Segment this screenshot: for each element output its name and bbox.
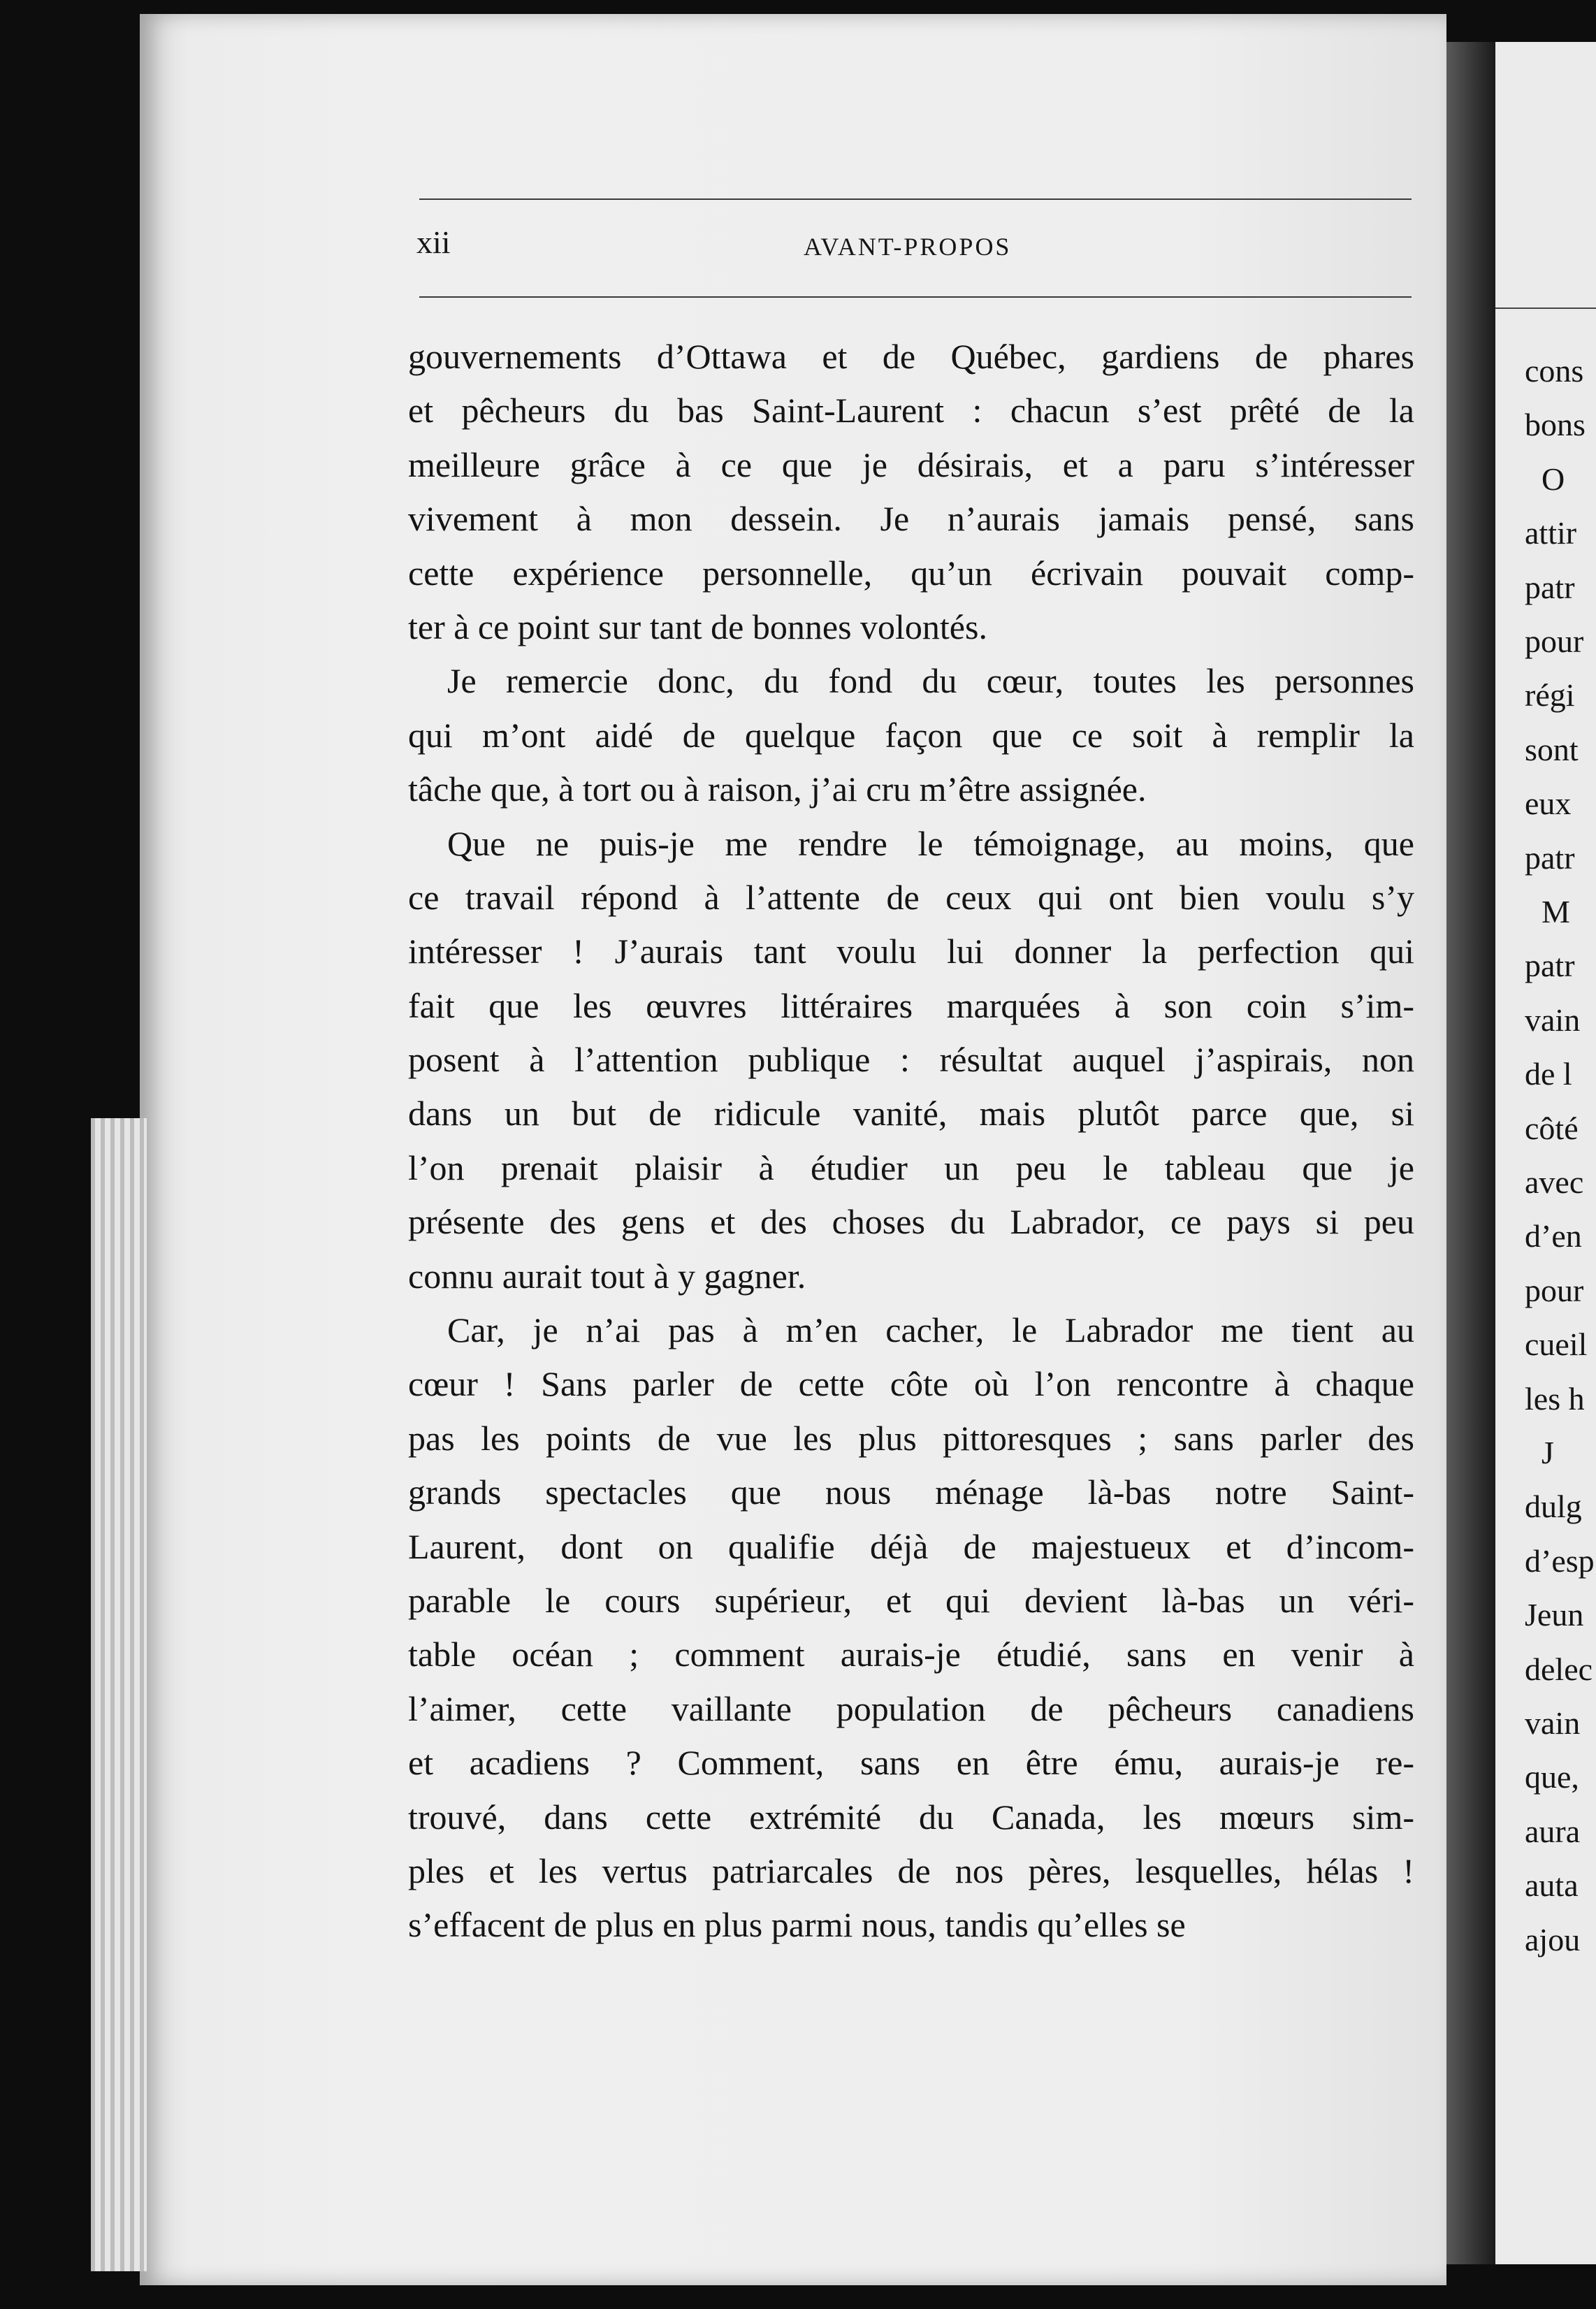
facing-page-line: cueil (1525, 1326, 1588, 1363)
facing-page-line: aura (1525, 1813, 1581, 1849)
facing-page-line: d’en (1525, 1218, 1582, 1254)
book-gutter (1446, 42, 1495, 2264)
header-top-rule (419, 198, 1412, 200)
facing-page-line: pour (1525, 623, 1584, 659)
text-line: meilleure grâce à ce que je désirais, et a paru s’intéresser (408, 444, 1414, 484)
facing-page-line: patr (1525, 948, 1575, 984)
text-line: ter à ce point sur tant de bonnes volontés. (408, 607, 987, 646)
text-line: cœur ! Sans parler de cette côte où l’on rencontre à chaque (408, 1364, 1414, 1404)
text-line: fait que les œuvres littéraires marquées à son coin s’im- (408, 985, 1414, 1025)
facing-page-line: régi (1525, 677, 1575, 714)
facing-page (1495, 42, 1596, 2264)
text-line: Laurent, dont on qualifie déjà de majestueux et d’incom- (408, 1526, 1414, 1566)
text-line: gouvernements d’Ottawa et de Québec, gardiens de phares (408, 337, 1414, 376)
facing-page-line: patr (1525, 569, 1575, 605)
running-title: AVANT-PROPOS (804, 233, 1012, 261)
facing-page-line: sont (1525, 731, 1579, 767)
text-line: pas les points de vue les plus pittoresques ; sans parler des (408, 1418, 1414, 1458)
facing-page-line: que, (1525, 1759, 1579, 1795)
facing-page-line: O (1541, 461, 1565, 497)
text-line: dans un but de ridicule vanité, mais plutôt parce que, si (408, 1094, 1414, 1134)
page-number: xii (416, 224, 451, 260)
facing-page-line: côté (1525, 1110, 1579, 1146)
text-line: intéresser ! J’aurais tant voulu lui donner la perfection qui (408, 932, 1414, 971)
text-line: cette expérience personnelle, qu’un écrivain pouvait comp- (408, 553, 1414, 593)
text-line: grands spectacles que nous ménage là-bas notre Saint- (408, 1472, 1414, 1512)
facing-page-line: pour (1525, 1272, 1584, 1308)
facing-page-line: d’esp (1525, 1542, 1595, 1579)
text-line: qui m’ont aidé de quelque façon que ce soit à remplir la (408, 715, 1414, 755)
facing-page-line: delec (1525, 1651, 1593, 1687)
text-line: table océan ; comment aurais-je étudié, sans en venir à (408, 1635, 1414, 1674)
facing-page-line: M (1541, 894, 1570, 929)
facing-page-line: vain (1525, 1705, 1581, 1741)
text-line: connu aurait tout à y gagner. (408, 1256, 806, 1296)
text-line: trouvé, dans cette extrémité du Canada, les mœurs sim- (408, 1797, 1414, 1837)
facing-page-line: avec (1525, 1164, 1584, 1200)
facing-page-line: Jeun (1525, 1597, 1584, 1633)
facing-page-line: cons (1525, 353, 1584, 389)
text-line: Que ne puis-je me rendre le témoignage, au moins, que (447, 823, 1414, 863)
text-line: Je remercie donc, du fond du cœur, toutes les personnes (447, 661, 1414, 701)
text-line: et pêcheurs du bas Saint-Laurent : chacun s’est prêté de la (408, 391, 1414, 430)
facing-page-line: bons (1525, 407, 1586, 443)
text-line: parable le cours supérieur, et qui devient là-bas un véri- (408, 1580, 1414, 1620)
facing-page-line: les h (1525, 1380, 1585, 1417)
facing-page-line: de l (1525, 1056, 1572, 1092)
text-line: présente des gens et des choses du Labrador, ce pays si peu (408, 1202, 1414, 1242)
text-line: l’aimer, cette vaillante population de pêcheurs canadiens (408, 1688, 1414, 1728)
facing-page-line: eux (1525, 786, 1572, 822)
facing-page-line: dulg (1525, 1489, 1582, 1525)
facing-page-header-rule (1495, 307, 1596, 309)
text-line: posent à l’attention publique : résultat auquel j’aspirais, non (408, 1040, 1414, 1080)
facing-page-line: attir (1525, 515, 1577, 551)
text-line: Car, je n’ai pas à m’en cacher, le Labrador me tient au (447, 1310, 1414, 1350)
facing-page-line: auta (1525, 1867, 1579, 1904)
text-line: tâche que, à tort ou à raison, j’ai cru m’être assignée. (408, 769, 1147, 809)
body-text (408, 330, 1414, 1953)
text-line: vivement à mon dessein. Je n’aurais jamais pensé, sans (408, 499, 1414, 539)
page-stack-edge (91, 1118, 147, 2271)
text-line: l’on prenait plaisir à étudier un peu le tableau que je (408, 1148, 1414, 1187)
header-bottom-rule (419, 296, 1412, 298)
facing-page-line: ajou (1525, 1921, 1581, 1957)
facing-page-line: patr (1525, 839, 1575, 876)
text-line: ples et les vertus patriarcales de nos pères, lesquelles, hélas ! (408, 1851, 1414, 1890)
text-line: s’effacent de plus en plus parmi nous, tandis qu’elles se (408, 1905, 1186, 1945)
text-line: ce travail répond à l’attente de ceux qui ont bien voulu s’y (408, 877, 1414, 917)
text-line: et acadiens ? Comment, sans en être ému, aurais-je re- (408, 1743, 1414, 1783)
facing-page-line: J (1541, 1435, 1554, 1470)
facing-page-line: vain (1525, 1001, 1581, 1038)
